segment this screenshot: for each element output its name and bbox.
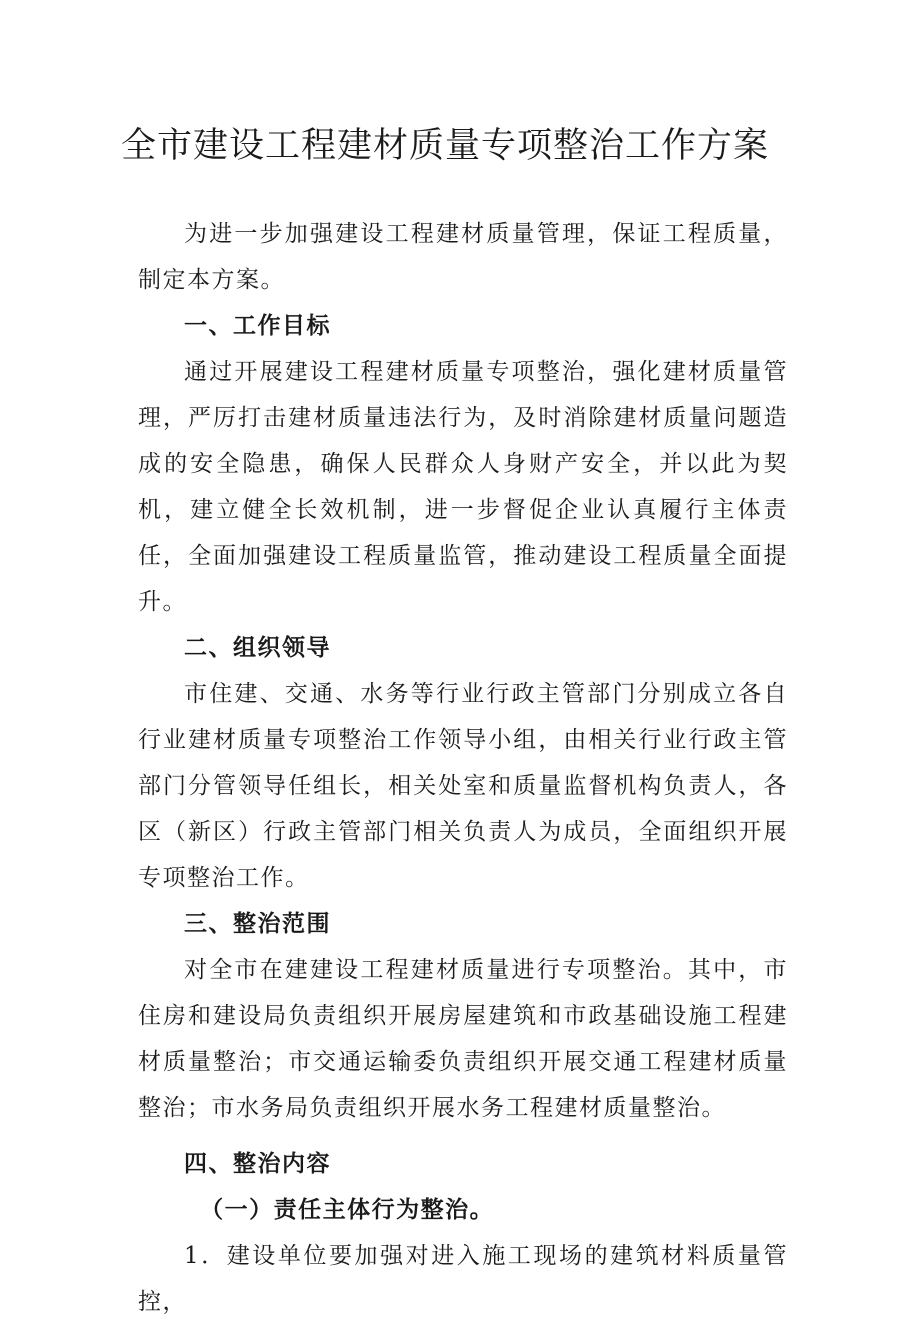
section-heading-scope: 三、整治范围 — [184, 911, 331, 937]
list-item: 1．建设单位要加强对进入施工现场的建筑材料质量管控， — [138, 1243, 788, 1315]
subsection-heading-responsibility: （一）责任主体行为整治。 — [200, 1197, 495, 1223]
document-title: 全市建设工程建材质量专项整治工作方案 — [120, 126, 769, 166]
section-text-scope: 对全市在建建设工程建材质量进行专项整治。其中，市住房和建设局负责组织开展房屋建筑和市政基础设施工程建材质量整治；市交通运输委负责组织开展交通工程建材质量整治；市水务局负责组织开展水务工程建材质量整治。 — [138, 957, 788, 1121]
section-heading-content: 四、整治内容 — [184, 1151, 331, 1177]
section-text-organization: 市住建、交通、水务等行业行政主管部门分别成立各自行业建材质量专项整治工作领导小组，由相关行业行政主管部门分管领导任组长，相关处室和质量监督机构负责人，各区（新区）行政主管部门相关负责人为成员，全面组织开展专项整治工作。 — [138, 681, 788, 891]
section-text-goal: 通过开展建设工程建材质量专项整治，强化建材质量管理，严厉打击建材质量违法行为，及时消除建材质量问题造成的安全隐患，确保人民群众人身财产安全，并以此为契机，建立健全长效机制，进一步督促企业认真履行主体责任，全面加强建设工程质量监管，推动建设工程质量全面提升。 — [138, 359, 788, 615]
document-body — [138, 211, 788, 1325]
intro-paragraph: 为进一步加强建设工程建材质量管理，保证工程质量，制定本方案。 — [138, 221, 788, 293]
section-heading-organization: 二、组织领导 — [184, 635, 331, 661]
section-heading-goal: 一、工作目标 — [184, 313, 331, 339]
